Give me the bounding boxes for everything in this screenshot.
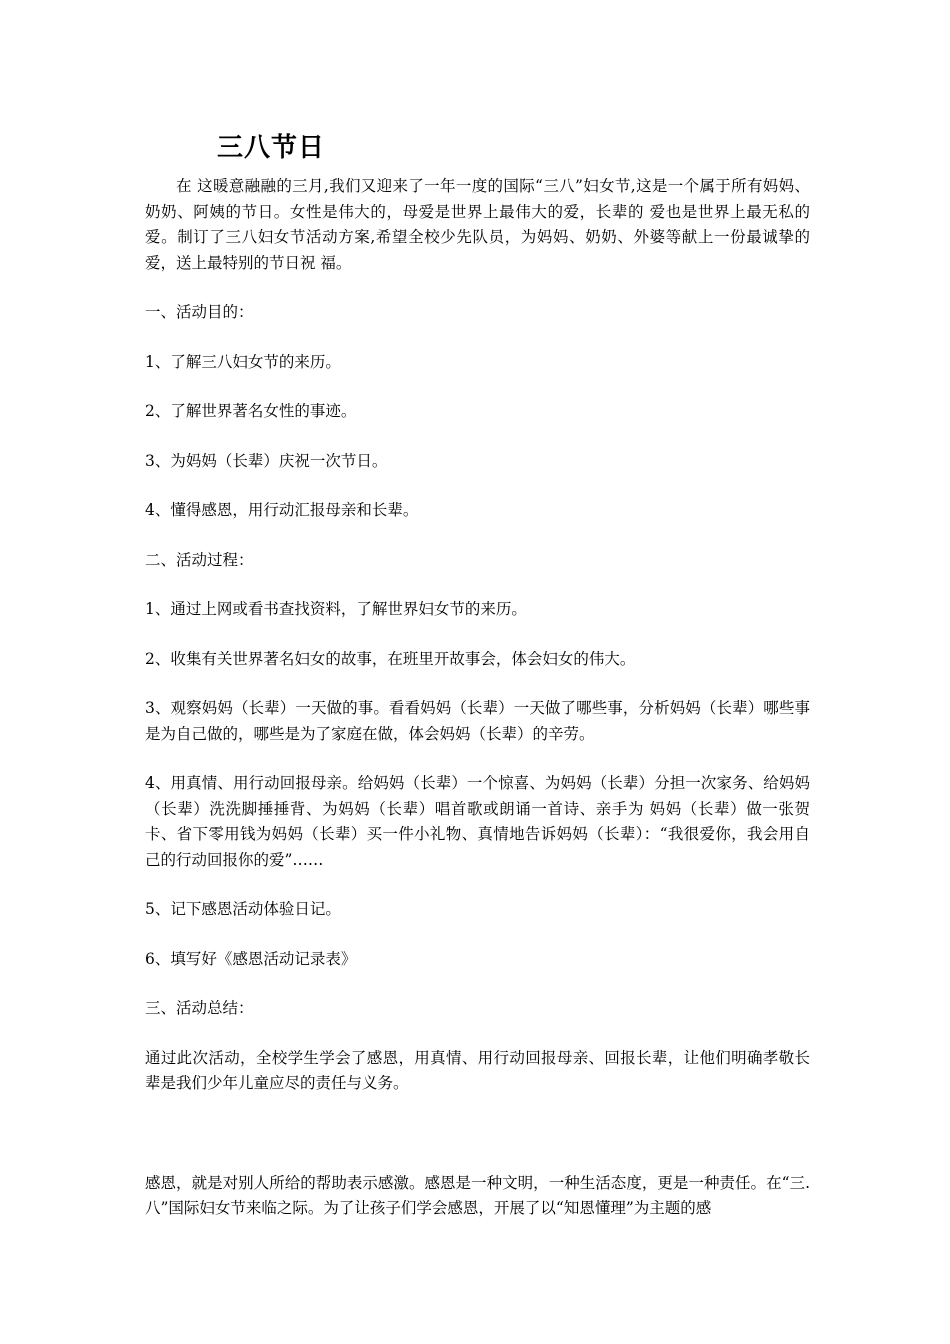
- goal-item: 1、了解三八妇女节的来历。: [145, 352, 341, 371]
- process-item: 2、收集有关世界著名妇女的故事，在班里开故事会，体会妇女的伟大。: [145, 649, 636, 668]
- closing-paragraph: 感恩，就是对别人所给的帮助表示感激。感恩是一种文明，一种生活态度，更是一种责任。在“三.八”国际妇女节来临之际。为了让孩子们学会感恩，开展了以“知恩懂理”为主题的感: [145, 1173, 810, 1217]
- process-item: 1、通过上网或看书查找资料，了解世界妇女节的来历。: [145, 600, 527, 618]
- summary-paragraph: 通过此次活动，全校学生学会了感恩，用真情、用行动回报母亲、回报长辈，让他们明确孝敬长辈是我们少年儿童应尽的责任与义务。: [145, 1048, 810, 1092]
- process-item: 3、观察妈妈（长辈）一天做的事。看看妈妈（长辈）一天做了哪些事，分析妈妈（长辈）哪些事是为自己做的，哪些是为了家庭在做，体会妈妈（长辈）的辛劳。: [145, 699, 810, 743]
- process-item: 5、记下感恩活动体验日记。: [145, 900, 341, 918]
- section-heading-summary: 三、活动总结：: [145, 999, 254, 1017]
- section-heading-process: 二、活动过程：: [145, 550, 254, 569]
- document-page: [145, 128, 810, 1222]
- intro-paragraph: 在 这暖意融融的三月,我们又迎来了一年一度的国际“三八”妇女节,这是一个属于所有妈妈、奶奶、阿姨的节日。女性是伟大的，母爱是世界上最伟大的爱，长辈的 爱也是世界上最无私的爱。制订了三八妇女节活动方案,希望全校少先队员，为妈妈、奶奶、外婆等献上一份最诚挚的爱，送上最特别的节日祝 福。: [145, 177, 810, 272]
- section-heading-goals: 一、活动目的：: [145, 303, 254, 321]
- goal-item: 4、懂得感恩，用行动汇报母亲和长辈。: [145, 501, 419, 519]
- goal-item: 2、了解世界著名女性的事迹。: [145, 402, 357, 420]
- process-item: 6、填写好《感恩活动记录表》: [145, 949, 357, 968]
- process-item: 4、用真情、用行动回报母亲。给妈妈（长辈）一个惊喜、为妈妈（长辈）分担一次家务、给妈妈（长辈）洗洗脚捶捶背、为妈妈（长辈）唱首歌或朗诵一首诗、亲手为 妈妈（长辈）做一张贺卡、省下零用钱为妈妈（长辈）买一件小礼物、真情地告诉妈妈（长辈）：“我很爱你，我会用自己的行动回报你的爱”……: [145, 774, 810, 869]
- goal-item: 3、为妈妈（长辈）庆祝一次节日。: [145, 451, 388, 470]
- document-title: 三八节日: [217, 133, 326, 163]
